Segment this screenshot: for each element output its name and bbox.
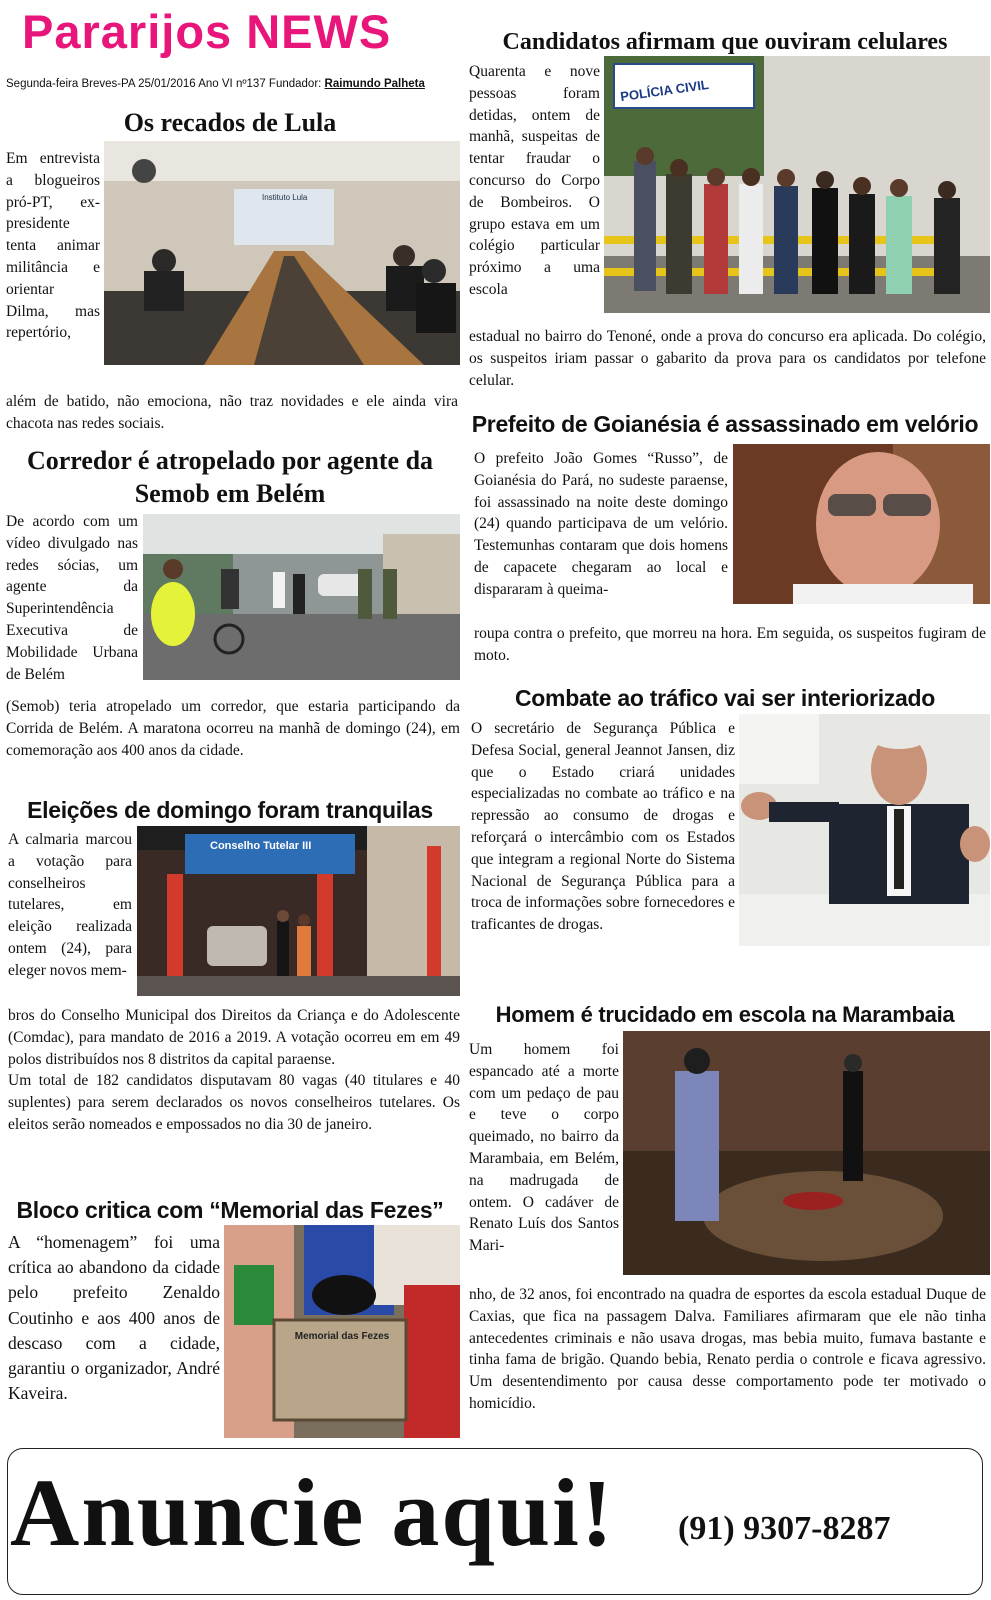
- text-bloco: A “homenagem” foi uma crítica ao abandono da cidade pelo prefeito Zenaldo Coutinho e aos 400 anos de descaso com a cidade, garantiu o organizador, André Kaveira.: [8, 1232, 220, 1404]
- headline-prefeito: Prefeito de Goianésia é assassinado em velório: [471, 411, 979, 437]
- dateline: [6, 78, 425, 90]
- photo-sign-bloco: Memorial das Fezes: [294, 1331, 390, 1342]
- ad-phone[interactable]: (91) 9307-8287: [678, 1510, 891, 1547]
- photo-lula-meeting: [104, 141, 460, 365]
- photo-prefeito-portrait: [733, 444, 990, 604]
- dateline-text: Segunda-feira Breves-PA 25/01/2016 Ano VI nº137 Fundador:: [6, 78, 325, 90]
- headline-lula: Os recados de Lula: [123, 108, 337, 137]
- photo-eleicoes-conselho: [137, 826, 460, 996]
- photo-candidatos-detidos: [604, 56, 990, 313]
- photo-bloco-memorial: [224, 1225, 460, 1438]
- photo-trafico-secretario: [739, 714, 990, 946]
- text-corredor-narrow: De acordo com um vídeo divulgado nas redes sócias, um agente da Superintendência Executiva de Mobilidade Urbana de Belém: [6, 513, 138, 683]
- text-candidatos-wide: estadual no bairro do Tenoné, onde a prova do concurso era aplicada. Do colégio, os suspeitos iriam passar o gabarito da prova para os candidatos por telefone celular.: [469, 328, 986, 389]
- photo-sign-lula: Instituto Lula: [262, 193, 308, 202]
- text-homem-wide: nho, de 32 anos, foi encontrado na quadra de esportes da escola estadual Duque de Caxias, que fica na passagem Dalva. Familiares afirmaram que ele não tinha antecedentes criminais e não usava drogas, mas bebia muito, fumava bastante e tinha fama de brigão. Quando bebia, Renato perdia o controle e ficava agressivo. Um desentendimento por causa desse comportamento pode ter motivado o homicídio.: [469, 1286, 986, 1412]
- headline-bloco: Bloco critica com “Memorial das Fezes”: [16, 1197, 444, 1223]
- headline-homem: Homem é trucidado em escola na Marambaia: [495, 1002, 955, 1027]
- founder-link[interactable]: Raimundo Palheta: [324, 78, 425, 90]
- headline-trafico: Combate ao tráfico vai ser interiorizado: [514, 685, 935, 711]
- text-eleicoes-wide: [8, 1005, 460, 1136]
- headline-candidatos: Candidatos afirmam que ouviram celulares: [502, 29, 948, 55]
- ad-text: Anuncie aqui!: [10, 1459, 615, 1566]
- photo-corredor-race: [143, 514, 460, 680]
- text-eleicoes-narrow: A calmaria marcou a votação para conselheiros tutelares, em eleição realizada ontem (24), para eleger novos mem-: [8, 831, 132, 979]
- text-homem-narrow: Um homem foi espancado até a morte com um pedaço de pau e teve o corpo queimado, no bairro da Marambaia, em Belém, na madrugada de ontem. O cadáver de Renato Luís dos Santos Mari-: [469, 1041, 619, 1255]
- text-corredor-wide: (Semob) teria atropelado um corredor, que estaria participando da Corrida de Belém. A maratona ocorreu na manhã de domingo (24), em comemoração aos 400 anos da cidade.: [6, 698, 460, 759]
- text-candidatos-narrow: Quarenta e nove pessoas foram detidas, ontem de manhã, suspeitas de tentar fraudar o concurso do Corpo de Bombeiros. O grupo estava em um colégio particular próximo a uma escola: [469, 63, 600, 298]
- photo-sign-eleicoes: Conselho Tutelar III: [210, 840, 312, 852]
- text-lula-narrow: Em entrevista a blogueiros pró-PT, ex-presidente tenta animar militância e orientar Dilma, mas repertório,: [6, 150, 100, 342]
- text-prefeito-narrow: O prefeito João Gomes “Russo”, de Goianésia do Pará, no sudeste paraense, foi assassinado na noite deste domingo (24) quando participava de um velório. Testemunhas contaram que dois homens de capacete chegaram ao local e dispararam à queima-: [474, 450, 728, 598]
- newspaper-title: Pararijos NEWS: [22, 5, 392, 58]
- photo-homem-crime-scene: [623, 1031, 990, 1275]
- text-lula-wide: além de batido, não emociona, não traz novidades e ele ainda vira chacota nas redes sociais.: [6, 393, 458, 432]
- text-prefeito-wide: roupa contra o prefeito, que morreu na hora. Em seguida, os suspeitos fugiram de moto.: [474, 625, 986, 664]
- headline-corredor: Corredor é atropelado por agente da Semob em Belém: [26, 446, 434, 508]
- text-trafico: O secretário de Segurança Pública e Defesa Social, general Jeannot Jansen, diz que o Estado criará unidades especializadas no combate ao tráfico e na repressão ao consumo de drogas e reforçará o intercâmbio com os Estados que integram a regional Norte do Sistema Nacional de Segurança Pública para a troca de informações sobre fornecedores e traficantes de drogas.: [471, 720, 735, 934]
- text-eleicoes-p1: bros do Conselho Municipal dos Direitos da Criança e do Adolescente (Comdac), para mandato de 2016 a 2019. A votação ocorreu em em 49 polos distribuídos nos 8 distritos da capital paraense.: [8, 1007, 460, 1068]
- photo-sign-candidatos: POLÍCIA CIVIL: [619, 76, 710, 105]
- text-eleicoes-p2: Um total de 182 candidatos disputavam 80 vagas (40 titulares e 40 suplentes) para serem declarados os novos conselheiros tutelares. Os eleitos serão nomeados e empossados no dia 30 de janeiro.: [8, 1072, 460, 1133]
- headline-eleicoes: Eleições de domingo foram tranquilas: [27, 797, 433, 823]
